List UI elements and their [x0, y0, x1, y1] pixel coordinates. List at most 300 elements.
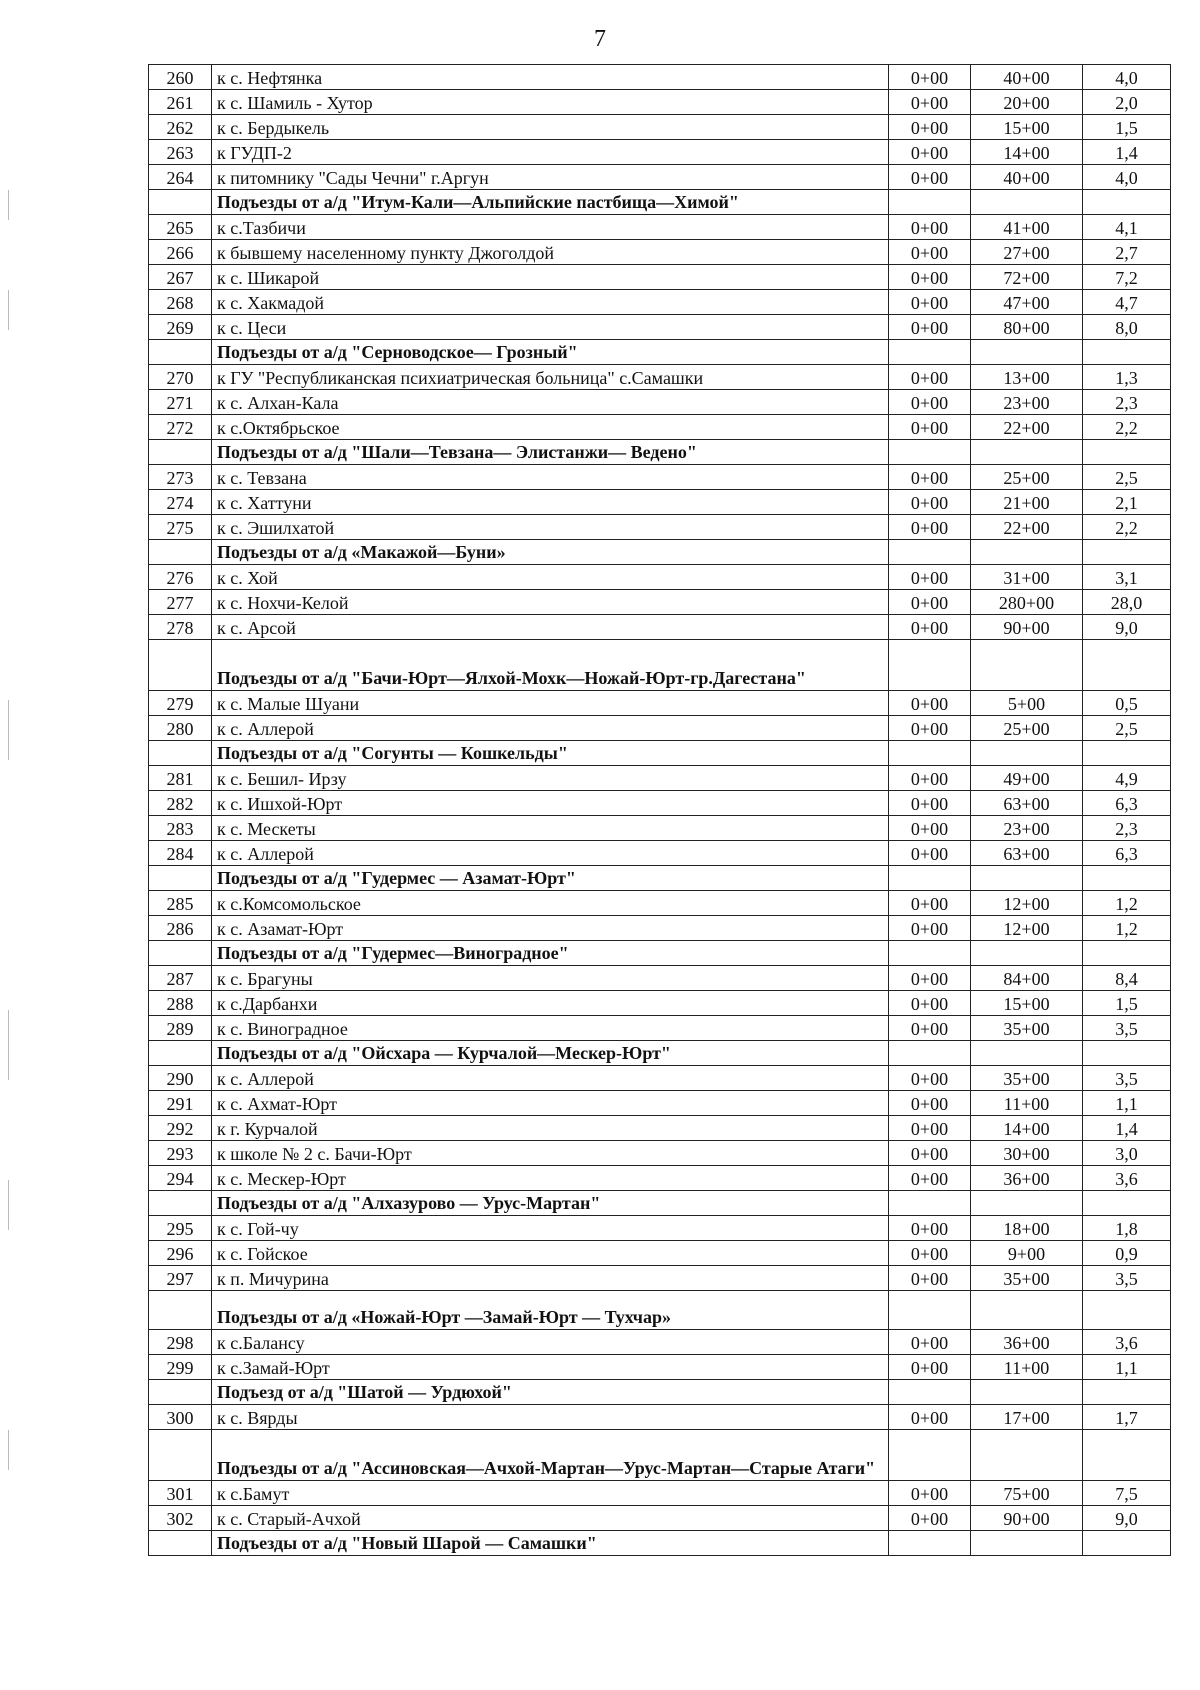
- road-name: к с.Балансу: [212, 1330, 889, 1355]
- road-name: к с. Гой-чу: [212, 1216, 889, 1241]
- km-start: 0+00: [889, 816, 971, 841]
- km-start: 0+00: [889, 1266, 971, 1291]
- empty-cell: [1083, 1380, 1171, 1405]
- road-name: к с.Бамут: [212, 1481, 889, 1506]
- row-number: 270: [149, 365, 212, 390]
- road-length: 1,4: [1083, 140, 1171, 165]
- road-name: к с. Цеси: [212, 315, 889, 340]
- table-row: [149, 1166, 1171, 1191]
- section-header-row: [149, 440, 1171, 465]
- section-header-row: [149, 941, 1171, 966]
- row-number: 291: [149, 1091, 212, 1116]
- km-end: 84+00: [971, 966, 1083, 991]
- km-end: 35+00: [971, 1266, 1083, 1291]
- road-name: к с. Старый-Ачхой: [212, 1506, 889, 1531]
- section-header-row: [149, 741, 1171, 766]
- road-name: к с. Ахмат-Юрт: [212, 1091, 889, 1116]
- km-start: 0+00: [889, 716, 971, 741]
- km-end: 72+00: [971, 265, 1083, 290]
- empty-cell: [971, 741, 1083, 766]
- km-start: 0+00: [889, 90, 971, 115]
- table-row: [149, 1016, 1171, 1041]
- km-start: 0+00: [889, 1330, 971, 1355]
- empty-cell: [971, 340, 1083, 365]
- road-length: 3,6: [1083, 1330, 1171, 1355]
- row-number: 276: [149, 565, 212, 590]
- table-row: [149, 565, 1171, 590]
- table-row: [149, 966, 1171, 991]
- road-length: 1,5: [1083, 115, 1171, 140]
- road-length: 2,2: [1083, 415, 1171, 440]
- row-number: 273: [149, 465, 212, 490]
- row-number: 287: [149, 966, 212, 991]
- km-end: 63+00: [971, 791, 1083, 816]
- road-name: к питомнику "Сады Чечни" г.Аргун: [212, 165, 889, 190]
- row-number: 261: [149, 90, 212, 115]
- empty-cell: [889, 190, 971, 215]
- row-number: 264: [149, 165, 212, 190]
- empty-cell: [1083, 941, 1171, 966]
- km-start: 0+00: [889, 365, 971, 390]
- km-start: 0+00: [889, 1506, 971, 1531]
- road-name: к с.Замай-Юрт: [212, 1355, 889, 1380]
- row-number: 266: [149, 240, 212, 265]
- km-end: 23+00: [971, 390, 1083, 415]
- road-name: к с. Виноградное: [212, 1016, 889, 1041]
- section-header-row: [149, 1380, 1171, 1405]
- empty-cell: [971, 1430, 1083, 1481]
- table-row: [149, 215, 1171, 240]
- table-row: [149, 1091, 1171, 1116]
- km-start: 0+00: [889, 240, 971, 265]
- road-name: к с. Брагуны: [212, 966, 889, 991]
- section-title: Подъезды от а/д "Новый Шарой — Самашки": [212, 1531, 889, 1556]
- km-start: 0+00: [889, 1241, 971, 1266]
- km-start: 0+00: [889, 315, 971, 340]
- empty-cell: [149, 340, 212, 365]
- km-start: 0+00: [889, 991, 971, 1016]
- road-name: к с. Нефтянка: [212, 65, 889, 90]
- km-end: 12+00: [971, 891, 1083, 916]
- table-row: [149, 1481, 1171, 1506]
- km-start: 0+00: [889, 290, 971, 315]
- km-start: 0+00: [889, 565, 971, 590]
- km-start: 0+00: [889, 490, 971, 515]
- road-name: к с. Азамат-Юрт: [212, 916, 889, 941]
- empty-cell: [149, 1291, 212, 1330]
- km-end: 90+00: [971, 1506, 1083, 1531]
- road-name: к ГУ "Республиканская психиатрическая больница" с.Самашки: [212, 365, 889, 390]
- empty-cell: [889, 440, 971, 465]
- empty-cell: [971, 190, 1083, 215]
- empty-cell: [149, 1430, 212, 1481]
- empty-cell: [1083, 1531, 1171, 1556]
- row-number: 279: [149, 691, 212, 716]
- road-length: 6,3: [1083, 791, 1171, 816]
- row-number: 262: [149, 115, 212, 140]
- road-length: 7,5: [1083, 1481, 1171, 1506]
- road-name: к школе № 2 с. Бачи-Юрт: [212, 1141, 889, 1166]
- road-length: 0,9: [1083, 1241, 1171, 1266]
- km-end: 5+00: [971, 691, 1083, 716]
- row-number: 278: [149, 615, 212, 640]
- empty-cell: [1083, 1191, 1171, 1216]
- road-name: к с. Шикарой: [212, 265, 889, 290]
- roads-table-body: [149, 65, 1171, 1556]
- road-length: 1,7: [1083, 1405, 1171, 1430]
- road-name: к с.Дарбанхи: [212, 991, 889, 1016]
- km-end: 27+00: [971, 240, 1083, 265]
- road-name: к с. Бешил- Ирзу: [212, 766, 889, 791]
- road-name: к с. Мескер-Юрт: [212, 1166, 889, 1191]
- road-name: к п. Мичурина: [212, 1266, 889, 1291]
- row-number: 269: [149, 315, 212, 340]
- table-row: [149, 1241, 1171, 1266]
- row-number: 292: [149, 1116, 212, 1141]
- table-row: [149, 1506, 1171, 1531]
- row-number: 295: [149, 1216, 212, 1241]
- road-length: 4,0: [1083, 65, 1171, 90]
- km-start: 0+00: [889, 115, 971, 140]
- empty-cell: [889, 1041, 971, 1066]
- table-row: [149, 841, 1171, 866]
- row-number: 280: [149, 716, 212, 741]
- section-header-row: [149, 1191, 1171, 1216]
- row-number: 277: [149, 590, 212, 615]
- row-number: 302: [149, 1506, 212, 1531]
- km-start: 0+00: [889, 215, 971, 240]
- km-end: 63+00: [971, 841, 1083, 866]
- section-header-row: [149, 1041, 1171, 1066]
- table-row: [149, 816, 1171, 841]
- km-start: 0+00: [889, 1216, 971, 1241]
- section-title: Подъезды от а/д "Согунты — Кошкельды": [212, 741, 889, 766]
- road-length: 7,2: [1083, 265, 1171, 290]
- table-row: [149, 115, 1171, 140]
- km-end: 9+00: [971, 1241, 1083, 1266]
- empty-cell: [149, 440, 212, 465]
- section-title: Подъезды от а/д "Ойсхара — Курчалой—Мескер-Юрт": [212, 1041, 889, 1066]
- road-length: 9,0: [1083, 615, 1171, 640]
- empty-cell: [889, 1430, 971, 1481]
- road-length: 3,1: [1083, 565, 1171, 590]
- table-row: [149, 240, 1171, 265]
- road-length: 2,3: [1083, 390, 1171, 415]
- km-end: 11+00: [971, 1355, 1083, 1380]
- empty-cell: [149, 540, 212, 565]
- road-name: к бывшему населенному пункту Джоголдой: [212, 240, 889, 265]
- table-row: [149, 90, 1171, 115]
- table-row: [149, 1330, 1171, 1355]
- road-length: 2,1: [1083, 490, 1171, 515]
- empty-cell: [889, 340, 971, 365]
- empty-cell: [889, 1380, 971, 1405]
- table-row: [149, 1116, 1171, 1141]
- empty-cell: [149, 190, 212, 215]
- table-row: [149, 691, 1171, 716]
- empty-cell: [971, 540, 1083, 565]
- km-end: 12+00: [971, 916, 1083, 941]
- row-number: 294: [149, 1166, 212, 1191]
- section-title: Подъезды от а/д "Шали—Тевзана— Элистанжи— Ведено": [212, 440, 889, 465]
- table-row: [149, 590, 1171, 615]
- km-start: 0+00: [889, 791, 971, 816]
- km-start: 0+00: [889, 465, 971, 490]
- section-header-row: [149, 1531, 1171, 1556]
- road-name: к с.Октябрьское: [212, 415, 889, 440]
- table-row: [149, 991, 1171, 1016]
- empty-cell: [889, 540, 971, 565]
- km-end: 40+00: [971, 65, 1083, 90]
- km-start: 0+00: [889, 590, 971, 615]
- km-start: 0+00: [889, 891, 971, 916]
- table-row: [149, 290, 1171, 315]
- section-header-row: [149, 540, 1171, 565]
- km-start: 0+00: [889, 1116, 971, 1141]
- row-number: 296: [149, 1241, 212, 1266]
- km-start: 0+00: [889, 515, 971, 540]
- section-header-row: [149, 1291, 1171, 1330]
- section-header-row: [149, 190, 1171, 215]
- km-end: 280+00: [971, 590, 1083, 615]
- table-row: [149, 716, 1171, 741]
- road-length: 1,2: [1083, 916, 1171, 941]
- road-length: 6,3: [1083, 841, 1171, 866]
- km-start: 0+00: [889, 390, 971, 415]
- km-end: 41+00: [971, 215, 1083, 240]
- section-title: Подъезды от а/д «Ножай-Юрт —Замай-Юрт — Тухчар»: [212, 1291, 889, 1330]
- road-name: к с. Аллерой: [212, 716, 889, 741]
- road-length: 1,1: [1083, 1091, 1171, 1116]
- road-name: к ГУДП-2: [212, 140, 889, 165]
- km-end: 49+00: [971, 766, 1083, 791]
- table-row: [149, 791, 1171, 816]
- road-length: 2,5: [1083, 716, 1171, 741]
- road-length: 1,8: [1083, 1216, 1171, 1241]
- section-title: Подъезды от а/д "Гудермес — Азамат-Юрт": [212, 866, 889, 891]
- row-number: 268: [149, 290, 212, 315]
- empty-cell: [149, 1191, 212, 1216]
- empty-cell: [971, 640, 1083, 691]
- km-end: 31+00: [971, 565, 1083, 590]
- section-title: Подъезды от а/д "Ассиновская—Ачхой-Мартан—Урус-Мартан—Старые Атаги": [212, 1430, 889, 1481]
- road-length: 4,7: [1083, 290, 1171, 315]
- road-length: 0,5: [1083, 691, 1171, 716]
- road-name: к с.Комсомольское: [212, 891, 889, 916]
- row-number: 300: [149, 1405, 212, 1430]
- km-end: 30+00: [971, 1141, 1083, 1166]
- table-row: [149, 265, 1171, 290]
- road-length: 2,0: [1083, 90, 1171, 115]
- km-end: 36+00: [971, 1330, 1083, 1355]
- km-end: 36+00: [971, 1166, 1083, 1191]
- km-end: 25+00: [971, 465, 1083, 490]
- row-number: 274: [149, 490, 212, 515]
- row-number: 272: [149, 415, 212, 440]
- km-start: 0+00: [889, 1481, 971, 1506]
- km-start: 0+00: [889, 65, 971, 90]
- road-length: 3,5: [1083, 1266, 1171, 1291]
- empty-cell: [889, 640, 971, 691]
- km-start: 0+00: [889, 1405, 971, 1430]
- road-length: 1,4: [1083, 1116, 1171, 1141]
- empty-cell: [149, 1041, 212, 1066]
- km-start: 0+00: [889, 1016, 971, 1041]
- road-name: к с. Хакмадой: [212, 290, 889, 315]
- road-length: 1,1: [1083, 1355, 1171, 1380]
- section-title: Подъезды от а/д "Гудермес—Виноградное": [212, 941, 889, 966]
- km-start: 0+00: [889, 1091, 971, 1116]
- km-start: 0+00: [889, 691, 971, 716]
- road-name: к с. Гойское: [212, 1241, 889, 1266]
- table-row: [149, 1216, 1171, 1241]
- section-header-row: [149, 866, 1171, 891]
- table-row: [149, 140, 1171, 165]
- table-row: [149, 490, 1171, 515]
- road-name: к с. Аллерой: [212, 1066, 889, 1091]
- table-row: [149, 165, 1171, 190]
- road-length: 2,5: [1083, 465, 1171, 490]
- row-number: 293: [149, 1141, 212, 1166]
- table-row: [149, 415, 1171, 440]
- row-number: 263: [149, 140, 212, 165]
- km-end: 75+00: [971, 1481, 1083, 1506]
- km-end: 15+00: [971, 991, 1083, 1016]
- road-length: 9,0: [1083, 1506, 1171, 1531]
- empty-cell: [149, 741, 212, 766]
- empty-cell: [1083, 1041, 1171, 1066]
- road-length: 4,0: [1083, 165, 1171, 190]
- road-name: к с. Ишхой-Юрт: [212, 791, 889, 816]
- road-length: 2,3: [1083, 816, 1171, 841]
- km-end: 22+00: [971, 515, 1083, 540]
- km-start: 0+00: [889, 615, 971, 640]
- km-end: 22+00: [971, 415, 1083, 440]
- empty-cell: [889, 866, 971, 891]
- km-start: 0+00: [889, 841, 971, 866]
- empty-cell: [149, 640, 212, 691]
- empty-cell: [889, 741, 971, 766]
- section-title: Подъезды от а/д «Макажой—Буни»: [212, 540, 889, 565]
- row-number: 290: [149, 1066, 212, 1091]
- km-end: 35+00: [971, 1066, 1083, 1091]
- km-start: 0+00: [889, 1141, 971, 1166]
- km-start: 0+00: [889, 415, 971, 440]
- empty-cell: [149, 1531, 212, 1556]
- road-name: к с.Тазбичи: [212, 215, 889, 240]
- road-name: к с. Шамиль - Хутор: [212, 90, 889, 115]
- section-title: Подъезды от а/д "Серноводское— Грозный": [212, 340, 889, 365]
- empty-cell: [149, 941, 212, 966]
- road-name: к с. Нохчи-Келой: [212, 590, 889, 615]
- km-start: 0+00: [889, 766, 971, 791]
- km-end: 23+00: [971, 816, 1083, 841]
- km-end: 90+00: [971, 615, 1083, 640]
- section-header-row: [149, 340, 1171, 365]
- road-name: к с. Вярды: [212, 1405, 889, 1430]
- table-row: [149, 1066, 1171, 1091]
- row-number: 284: [149, 841, 212, 866]
- empty-cell: [1083, 190, 1171, 215]
- km-end: 14+00: [971, 140, 1083, 165]
- row-number: 301: [149, 1481, 212, 1506]
- section-title: Подъезды от а/д "Алхазурово — Урус-Мартан": [212, 1191, 889, 1216]
- table-row: [149, 1405, 1171, 1430]
- row-number: 267: [149, 265, 212, 290]
- road-length: 3,0: [1083, 1141, 1171, 1166]
- road-length: 4,1: [1083, 215, 1171, 240]
- table-row: [149, 891, 1171, 916]
- km-start: 0+00: [889, 966, 971, 991]
- empty-cell: [1083, 540, 1171, 565]
- table-row: [149, 390, 1171, 415]
- page-number: 7: [594, 26, 606, 52]
- table-row: [149, 315, 1171, 340]
- empty-cell: [971, 1380, 1083, 1405]
- empty-cell: [971, 1291, 1083, 1330]
- empty-cell: [1083, 741, 1171, 766]
- scan-edge-marks: [4, 180, 14, 1480]
- road-name: к с. Тевзана: [212, 465, 889, 490]
- row-number: 297: [149, 1266, 212, 1291]
- empty-cell: [889, 1191, 971, 1216]
- km-end: 40+00: [971, 165, 1083, 190]
- empty-cell: [971, 1531, 1083, 1556]
- road-length: 28,0: [1083, 590, 1171, 615]
- empty-cell: [149, 1380, 212, 1405]
- road-length: 1,2: [1083, 891, 1171, 916]
- road-name: к с. Аллерой: [212, 841, 889, 866]
- empty-cell: [971, 440, 1083, 465]
- km-end: 18+00: [971, 1216, 1083, 1241]
- road-name: к с. Арсой: [212, 615, 889, 640]
- empty-cell: [971, 1041, 1083, 1066]
- km-end: 35+00: [971, 1016, 1083, 1041]
- road-length: 3,6: [1083, 1166, 1171, 1191]
- row-number: 285: [149, 891, 212, 916]
- row-number: 283: [149, 816, 212, 841]
- section-title: Подъезды от а/д "Бачи-Юрт—Ялхой-Мохк—Ножай-Юрт-гр.Дагестана": [212, 640, 889, 691]
- km-start: 0+00: [889, 916, 971, 941]
- table-row: [149, 465, 1171, 490]
- row-number: 275: [149, 515, 212, 540]
- km-start: 0+00: [889, 165, 971, 190]
- row-number: 271: [149, 390, 212, 415]
- empty-cell: [971, 1191, 1083, 1216]
- km-start: 0+00: [889, 1066, 971, 1091]
- row-number: 260: [149, 65, 212, 90]
- km-end: 15+00: [971, 115, 1083, 140]
- section-header-row: [149, 1430, 1171, 1481]
- row-number: 286: [149, 916, 212, 941]
- km-end: 25+00: [971, 716, 1083, 741]
- km-end: 14+00: [971, 1116, 1083, 1141]
- road-name: к с. Малые Шуани: [212, 691, 889, 716]
- empty-cell: [1083, 640, 1171, 691]
- empty-cell: [889, 1291, 971, 1330]
- row-number: 282: [149, 791, 212, 816]
- km-start: 0+00: [889, 1166, 971, 1191]
- empty-cell: [1083, 440, 1171, 465]
- row-number: 265: [149, 215, 212, 240]
- km-end: 20+00: [971, 90, 1083, 115]
- km-end: 11+00: [971, 1091, 1083, 1116]
- section-header-row: [149, 640, 1171, 691]
- empty-cell: [889, 1531, 971, 1556]
- empty-cell: [1083, 1430, 1171, 1481]
- km-end: 21+00: [971, 490, 1083, 515]
- road-name: к с. Хой: [212, 565, 889, 590]
